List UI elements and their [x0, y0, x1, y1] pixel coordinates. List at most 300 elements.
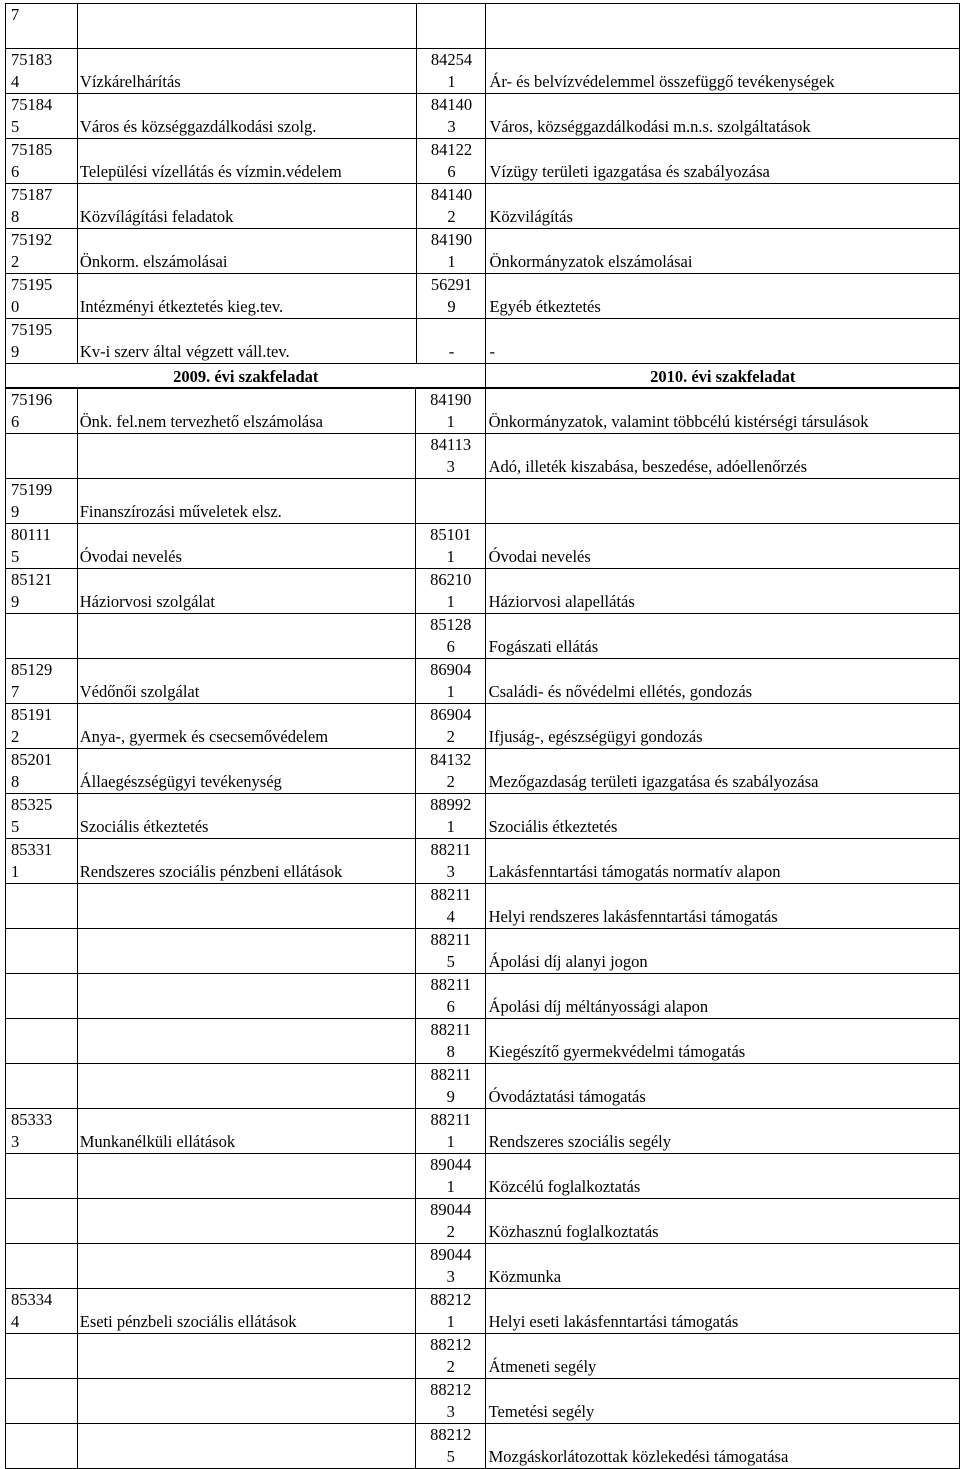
new-code-cell-line: 85128 [430, 615, 472, 634]
old-name-cell [77, 229, 416, 274]
old-code-cell [6, 1289, 78, 1334]
new-code-cell-line: 1 [446, 592, 455, 611]
new-code-cell [415, 1244, 485, 1289]
new-code-cell-line: 84140 [430, 95, 473, 114]
old-code-cell-line: 4 [11, 1312, 20, 1331]
table-row [6, 319, 960, 364]
new-name-cell-line: Ár- és belvízvédelemmel összefüggő tevékenységek [489, 72, 835, 91]
new-name-cell [485, 389, 959, 434]
new-code-cell-line: 1 [446, 547, 455, 566]
new-code-cell-line: 1 [446, 412, 455, 431]
table-row [6, 524, 960, 569]
new-name-cell-line: Óvodáztatási támogatás [488, 1087, 646, 1106]
old-code-cell-line [11, 996, 77, 1018]
new-code-cell-line: 84190 [430, 230, 473, 249]
old-code-cell-line: 1 [11, 862, 20, 881]
old-code-cell [6, 479, 78, 524]
new-name-cell [485, 1064, 959, 1109]
table-row [6, 1199, 960, 1244]
old-code-cell-line: 6 [11, 162, 20, 181]
old-name-cell-line: Finanszírozási műveletek elsz. [79, 502, 282, 521]
new-code-cell-line: 3 [446, 1267, 455, 1286]
new-name-cell [485, 749, 959, 794]
old-name-cell [77, 1199, 415, 1244]
old-code-cell [6, 1109, 78, 1154]
old-name-cell-line [80, 26, 416, 48]
old-code-cell [6, 139, 78, 184]
table-row [6, 569, 960, 614]
new-name-cell-line: Helyi rendszeres lakásfenntartási támogatás [488, 907, 778, 926]
new-code-cell [415, 1064, 485, 1109]
old-name-cell [77, 749, 415, 794]
old-name-cell [77, 929, 415, 974]
new-code-cell [415, 929, 485, 974]
new-code-cell-line: 5 [446, 1447, 455, 1466]
old-code-cell-line: 75199 [11, 480, 53, 499]
new-name-cell [486, 49, 960, 94]
old-code-cell-line [11, 951, 77, 973]
old-name-cell [77, 479, 415, 524]
old-code-cell-line: 85331 [11, 840, 53, 859]
new-code-cell-line: 3 [446, 457, 455, 476]
new-code-cell-line: 2 [446, 772, 455, 791]
old-name-cell [77, 704, 415, 749]
old-code-cell-line [11, 636, 77, 658]
old-code-cell-line: 80111 [11, 525, 52, 544]
new-name-cell-line: Háziorvosi alapellátás [488, 592, 635, 611]
new-name-cell [486, 274, 960, 319]
old-name-cell-line: Intézményi étkeztetés kieg.tev. [79, 297, 284, 316]
new-code-cell [415, 884, 485, 929]
new-code-cell [415, 1334, 485, 1379]
table-row [6, 1154, 960, 1199]
old-code-cell-line: 85334 [11, 1290, 53, 1309]
old-name-cell-line: Vízkárelhárítás [79, 72, 181, 91]
new-name-cell [485, 884, 959, 929]
new-code-cell-line: 84190 [430, 390, 472, 409]
new-code-cell-line: 1 [447, 72, 456, 91]
table-row [6, 1424, 960, 1469]
new-name-cell-line: Helyi eseti lakásfenntartási támogatás [488, 1312, 739, 1331]
new-code-cell [416, 184, 486, 229]
new-code-cell-line: 1 [447, 252, 456, 271]
old-name-cell-line: Anya-, gyermek és csecsemővédelem [79, 727, 329, 746]
new-code-cell [415, 974, 485, 1019]
new-code-cell [415, 839, 485, 884]
table-row [6, 184, 960, 229]
new-name-cell [486, 184, 960, 229]
old-name-cell [77, 1154, 415, 1199]
old-code-cell [6, 974, 78, 1019]
table-row [6, 1379, 960, 1424]
new-code-cell-line: 8 [446, 1042, 455, 1061]
new-code-cell-line: 4 [446, 907, 455, 926]
old-name-cell-line [80, 951, 415, 973]
new-code-cell-line: - [448, 342, 455, 361]
table-row [6, 704, 960, 749]
new-name-cell [485, 524, 959, 569]
bottom-mapping-table [5, 388, 960, 1469]
table-row [6, 479, 960, 524]
new-code-cell-line: 84254 [430, 50, 473, 69]
new-name-cell-line: Lakásfenntartási támogatás normatív alapon [488, 862, 781, 881]
new-code-cell-line: 85101 [430, 525, 472, 544]
new-name-cell [486, 94, 960, 139]
table-row [6, 1334, 960, 1379]
new-name-cell-line [489, 501, 959, 523]
new-name-cell-line: Közvilágítás [489, 207, 573, 226]
old-name-cell-line [80, 1221, 415, 1243]
old-code-cell [6, 434, 78, 479]
new-name-cell [485, 1019, 959, 1064]
old-name-cell [77, 794, 415, 839]
new-code-cell-line: 84113 [430, 435, 472, 454]
old-name-cell-line [80, 1176, 415, 1198]
old-name-cell [77, 524, 415, 569]
old-code-cell [6, 1334, 78, 1379]
table-row [6, 1109, 960, 1154]
new-code-cell [415, 389, 485, 434]
table-row [6, 659, 960, 704]
old-name-cell-line: Munkanélküli ellátások [79, 1132, 236, 1151]
old-name-cell-line: Állaegészségügyi tevékenység [79, 772, 282, 791]
new-name-cell [486, 319, 960, 364]
old-name-cell [77, 434, 415, 479]
old-name-cell [77, 49, 416, 94]
new-code-cell [416, 274, 486, 319]
table-row [6, 974, 960, 1019]
table-row [6, 794, 960, 839]
new-code-cell [415, 1379, 485, 1424]
new-name-cell-line: Kiegészítő gyermekvédelmi támogatás [488, 1042, 746, 1061]
new-name-cell-line: Ápolási díj méltányossági alapon [488, 997, 709, 1016]
old-code-cell-line: 75195 [11, 275, 53, 294]
old-name-cell-line: Védőnői szolgálat [79, 682, 200, 701]
old-code-cell-line [11, 929, 77, 951]
old-code-cell-line [11, 974, 77, 996]
new-code-cell-line: 89044 [430, 1245, 472, 1264]
old-name-cell [77, 614, 415, 659]
old-name-cell [77, 1019, 415, 1064]
old-code-cell [6, 1244, 78, 1289]
new-code-cell-line: 88211 [430, 975, 472, 994]
old-code-cell [6, 749, 78, 794]
new-code-cell-line: 5 [446, 952, 455, 971]
new-code-cell-line: 88992 [430, 795, 472, 814]
old-code-cell-line: 85129 [11, 660, 53, 679]
year-header-row [6, 364, 960, 388]
new-name-cell-line: Ifjuság-, egészségügyi gondozás [488, 727, 703, 746]
old-code-cell-line: 75192 [11, 230, 53, 249]
new-name-cell [485, 659, 959, 704]
new-code-cell-line: 6 [446, 997, 455, 1016]
old-code-cell [6, 4, 78, 49]
old-code-cell-line [11, 1041, 77, 1063]
old-name-cell [77, 94, 416, 139]
old-code-cell-line [11, 1244, 77, 1266]
old-code-cell-line [11, 1199, 77, 1221]
old-code-cell-line: 85121 [11, 570, 53, 589]
old-code-cell-line [11, 906, 77, 928]
new-name-cell [485, 1334, 959, 1379]
new-code-cell-line: 6 [447, 162, 456, 181]
new-code-cell-line: 84132 [430, 750, 472, 769]
old-code-cell-line: 5 [11, 817, 20, 836]
old-code-cell-line [11, 1154, 77, 1176]
old-name-cell [77, 389, 415, 434]
header-row-group [6, 364, 960, 388]
old-code-cell-line: 85333 [11, 1110, 53, 1129]
old-code-cell-line [11, 1334, 77, 1356]
table-row [6, 839, 960, 884]
new-code-cell [415, 659, 485, 704]
old-code-cell [6, 94, 78, 139]
new-code-cell-line: 2 [446, 1357, 455, 1376]
old-name-cell-line: Önk. fel.nem tervezhető elszámolása [79, 412, 324, 431]
old-code-cell-line: 75184 [11, 95, 53, 114]
old-code-cell-line [11, 1356, 77, 1378]
new-name-cell-line: Önkormányzatok elszámolásai [489, 252, 693, 271]
new-name-cell-line: - [489, 342, 495, 361]
old-name-cell [77, 839, 415, 884]
old-code-cell [6, 49, 78, 94]
table-row [6, 884, 960, 929]
new-code-cell-line: 88211 [430, 1020, 472, 1039]
new-code-cell [416, 139, 486, 184]
old-code-cell [6, 704, 78, 749]
new-code-cell [415, 434, 485, 479]
new-name-cell [485, 929, 959, 974]
old-code-cell-line: 75185 [11, 140, 53, 159]
old-code-cell-line: 85201 [11, 750, 53, 769]
old-code-cell-line [11, 1019, 77, 1041]
new-name-cell-line: Adó, illeték kiszabása, beszedése, adóellenőrzés [488, 457, 808, 476]
new-code-cell [415, 479, 485, 524]
new-name-cell [485, 839, 959, 884]
new-name-cell [486, 139, 960, 184]
old-code-cell-line: 8 [11, 207, 20, 226]
new-code-cell-line: 84122 [430, 140, 473, 159]
old-name-cell [77, 139, 416, 184]
header-2010: 2010. évi szakfeladat [486, 364, 960, 388]
top-mapping-table [5, 3, 960, 388]
new-code-cell-line: 1 [446, 1177, 455, 1196]
old-code-cell-line: 9 [11, 502, 20, 521]
old-code-cell [6, 524, 78, 569]
table-row [6, 929, 960, 974]
new-code-cell-line: 86904 [430, 660, 472, 679]
table-row [6, 614, 960, 659]
old-name-cell-line: Kv-i szerv által végzett váll.tev. [79, 342, 290, 361]
table-row [6, 94, 960, 139]
old-code-cell-line: 6 [11, 412, 20, 431]
new-name-cell [485, 704, 959, 749]
old-code-cell-line: 85325 [11, 795, 53, 814]
new-code-cell [415, 1199, 485, 1244]
new-name-cell [485, 1424, 959, 1469]
new-code-cell [415, 1019, 485, 1064]
old-code-cell [6, 1154, 78, 1199]
new-code-cell-line: 3 [446, 1402, 455, 1421]
new-name-cell-line: Mozgáskorlátozottak közlekedési támogatása [488, 1447, 789, 1466]
new-code-cell-line: 1 [446, 1132, 455, 1151]
old-code-cell-line: 75187 [11, 185, 53, 204]
new-name-cell-line [489, 26, 959, 48]
old-name-cell-line [80, 456, 415, 478]
new-code-cell-line [418, 26, 486, 48]
new-code-cell [416, 4, 486, 49]
new-code-cell [415, 794, 485, 839]
old-name-cell-line: Háziorvosi szolgálat [79, 592, 215, 611]
table-row [6, 389, 960, 434]
table-row [6, 229, 960, 274]
old-code-cell-line [11, 434, 77, 456]
new-name-cell-line: Óvodai nevelés [488, 547, 591, 566]
old-code-cell [6, 839, 78, 884]
new-code-cell-line: 1 [446, 817, 455, 836]
new-code-cell-line: 2 [446, 1222, 455, 1241]
old-code-cell-line: 9 [11, 592, 20, 611]
old-code-cell-line [11, 456, 77, 478]
table-row [6, 274, 960, 319]
old-name-cell-line: Önkorm. elszámolásai [79, 252, 228, 271]
old-code-cell [6, 659, 78, 704]
old-name-cell-line [80, 996, 415, 1018]
old-name-cell-line: Szociális étkeztetés [79, 817, 209, 836]
new-name-cell-line: Fogászati ellátás [488, 637, 599, 656]
old-code-cell-line [11, 614, 77, 636]
new-name-cell [485, 1289, 959, 1334]
table-row [6, 1244, 960, 1289]
new-code-cell-line: 2 [446, 727, 455, 746]
old-name-cell [77, 1334, 415, 1379]
old-code-cell [6, 274, 78, 319]
new-name-cell [485, 1244, 959, 1289]
old-name-cell-line [80, 1446, 415, 1468]
new-code-cell-line: 1 [446, 682, 455, 701]
old-name-cell-line [80, 906, 415, 928]
new-code-cell-line: 9 [446, 1087, 455, 1106]
table-row [6, 749, 960, 794]
table-row [6, 1064, 960, 1109]
old-name-cell [77, 1244, 415, 1289]
new-name-cell-line: Önkormányzatok, valamint többcélú kistérségi társulások [488, 412, 869, 431]
table-row [6, 434, 960, 479]
new-name-cell [485, 974, 959, 1019]
new-name-cell-line: Ápolási díj alanyi jogon [488, 952, 648, 971]
old-code-cell-line: 75183 [11, 50, 53, 69]
new-name-cell-line: Temetési segély [488, 1402, 595, 1421]
table-row [6, 4, 960, 49]
old-name-cell-line [80, 1266, 415, 1288]
new-name-cell [485, 794, 959, 839]
new-name-cell-line: Családi- és nővédelmi ellétés, gondozás [488, 682, 753, 701]
new-code-cell-line: 2 [447, 207, 456, 226]
old-code-cell-line: 2 [11, 252, 20, 271]
old-name-cell [77, 659, 415, 704]
old-code-cell-line [11, 1064, 77, 1086]
old-name-cell [77, 569, 415, 614]
table-row [6, 1289, 960, 1334]
new-code-cell-line: 88212 [430, 1380, 472, 1399]
new-code-cell-line: 88212 [430, 1335, 472, 1354]
old-code-cell-line [11, 1424, 77, 1446]
new-code-cell [416, 49, 486, 94]
new-code-cell-line: 1 [446, 1312, 455, 1331]
new-name-cell-line: Rendszeres szociális segély [488, 1132, 671, 1151]
new-code-cell [415, 614, 485, 659]
new-code-cell-line: 56291 [430, 275, 473, 294]
old-name-cell-line: Települési vízellátás és vízmin.védelem [79, 162, 342, 181]
old-code-cell-line [11, 1379, 77, 1401]
old-code-cell [6, 1379, 78, 1424]
new-code-cell [415, 704, 485, 749]
old-code-cell-line: 8 [11, 772, 20, 791]
new-code-cell-line: 88211 [430, 885, 472, 904]
old-code-cell-line [11, 26, 77, 48]
old-code-cell-line: 75196 [11, 390, 53, 409]
new-code-cell-line [418, 4, 486, 26]
old-code-cell-line: 7 [11, 682, 20, 701]
old-name-cell-line [80, 1086, 415, 1108]
old-name-cell [77, 1289, 415, 1334]
new-code-cell-line: 6 [446, 637, 455, 656]
old-code-cell [6, 569, 78, 614]
new-code-cell-line: 88211 [430, 840, 472, 859]
old-code-cell-line [11, 1266, 77, 1288]
new-code-cell-line: 86210 [430, 570, 472, 589]
new-code-cell [415, 1424, 485, 1469]
new-code-cell-line: 89044 [430, 1200, 472, 1219]
old-name-cell [77, 1379, 415, 1424]
old-code-cell [6, 614, 78, 659]
old-code-cell [6, 1019, 78, 1064]
old-name-cell [77, 1424, 415, 1469]
new-name-cell [485, 1199, 959, 1244]
new-name-cell-line: Közhasznú foglalkoztatás [488, 1222, 659, 1241]
new-name-cell [485, 569, 959, 614]
old-code-cell-line [11, 1446, 77, 1468]
new-name-cell-line: Átmeneti segély [488, 1357, 597, 1376]
old-name-cell [77, 274, 416, 319]
old-name-cell-line [80, 1356, 415, 1378]
old-name-cell-line: Rendszeres szociális pénzbeni ellátások [79, 862, 343, 881]
bottom-table-body [6, 389, 960, 1469]
old-code-cell-line: 0 [11, 297, 20, 316]
old-code-cell-line [11, 1221, 77, 1243]
old-code-cell [6, 229, 78, 274]
old-code-cell [6, 1064, 78, 1109]
old-code-cell [6, 184, 78, 229]
old-code-cell [6, 884, 78, 929]
new-code-cell-line: 88211 [430, 930, 472, 949]
new-code-cell [416, 94, 486, 139]
new-code-cell [416, 229, 486, 274]
new-code-cell-line: 86904 [430, 705, 472, 724]
old-code-cell-line: 7 [11, 5, 20, 24]
old-code-cell-line [11, 1401, 77, 1423]
new-name-cell-line: Vízügy területi igazgatása és szabályozása [489, 162, 770, 181]
new-name-cell [485, 1109, 959, 1154]
new-code-cell [415, 1289, 485, 1334]
old-code-cell-line: 4 [11, 72, 20, 91]
new-name-cell [485, 479, 959, 524]
new-code-cell-line: 88211 [430, 1065, 472, 1084]
new-code-cell [415, 1154, 485, 1199]
old-code-cell [6, 1424, 78, 1469]
new-name-cell-line: Mezőgazdaság területi igazgatása és szabályozása [488, 772, 819, 791]
new-code-cell-line: 88211 [430, 1110, 472, 1129]
